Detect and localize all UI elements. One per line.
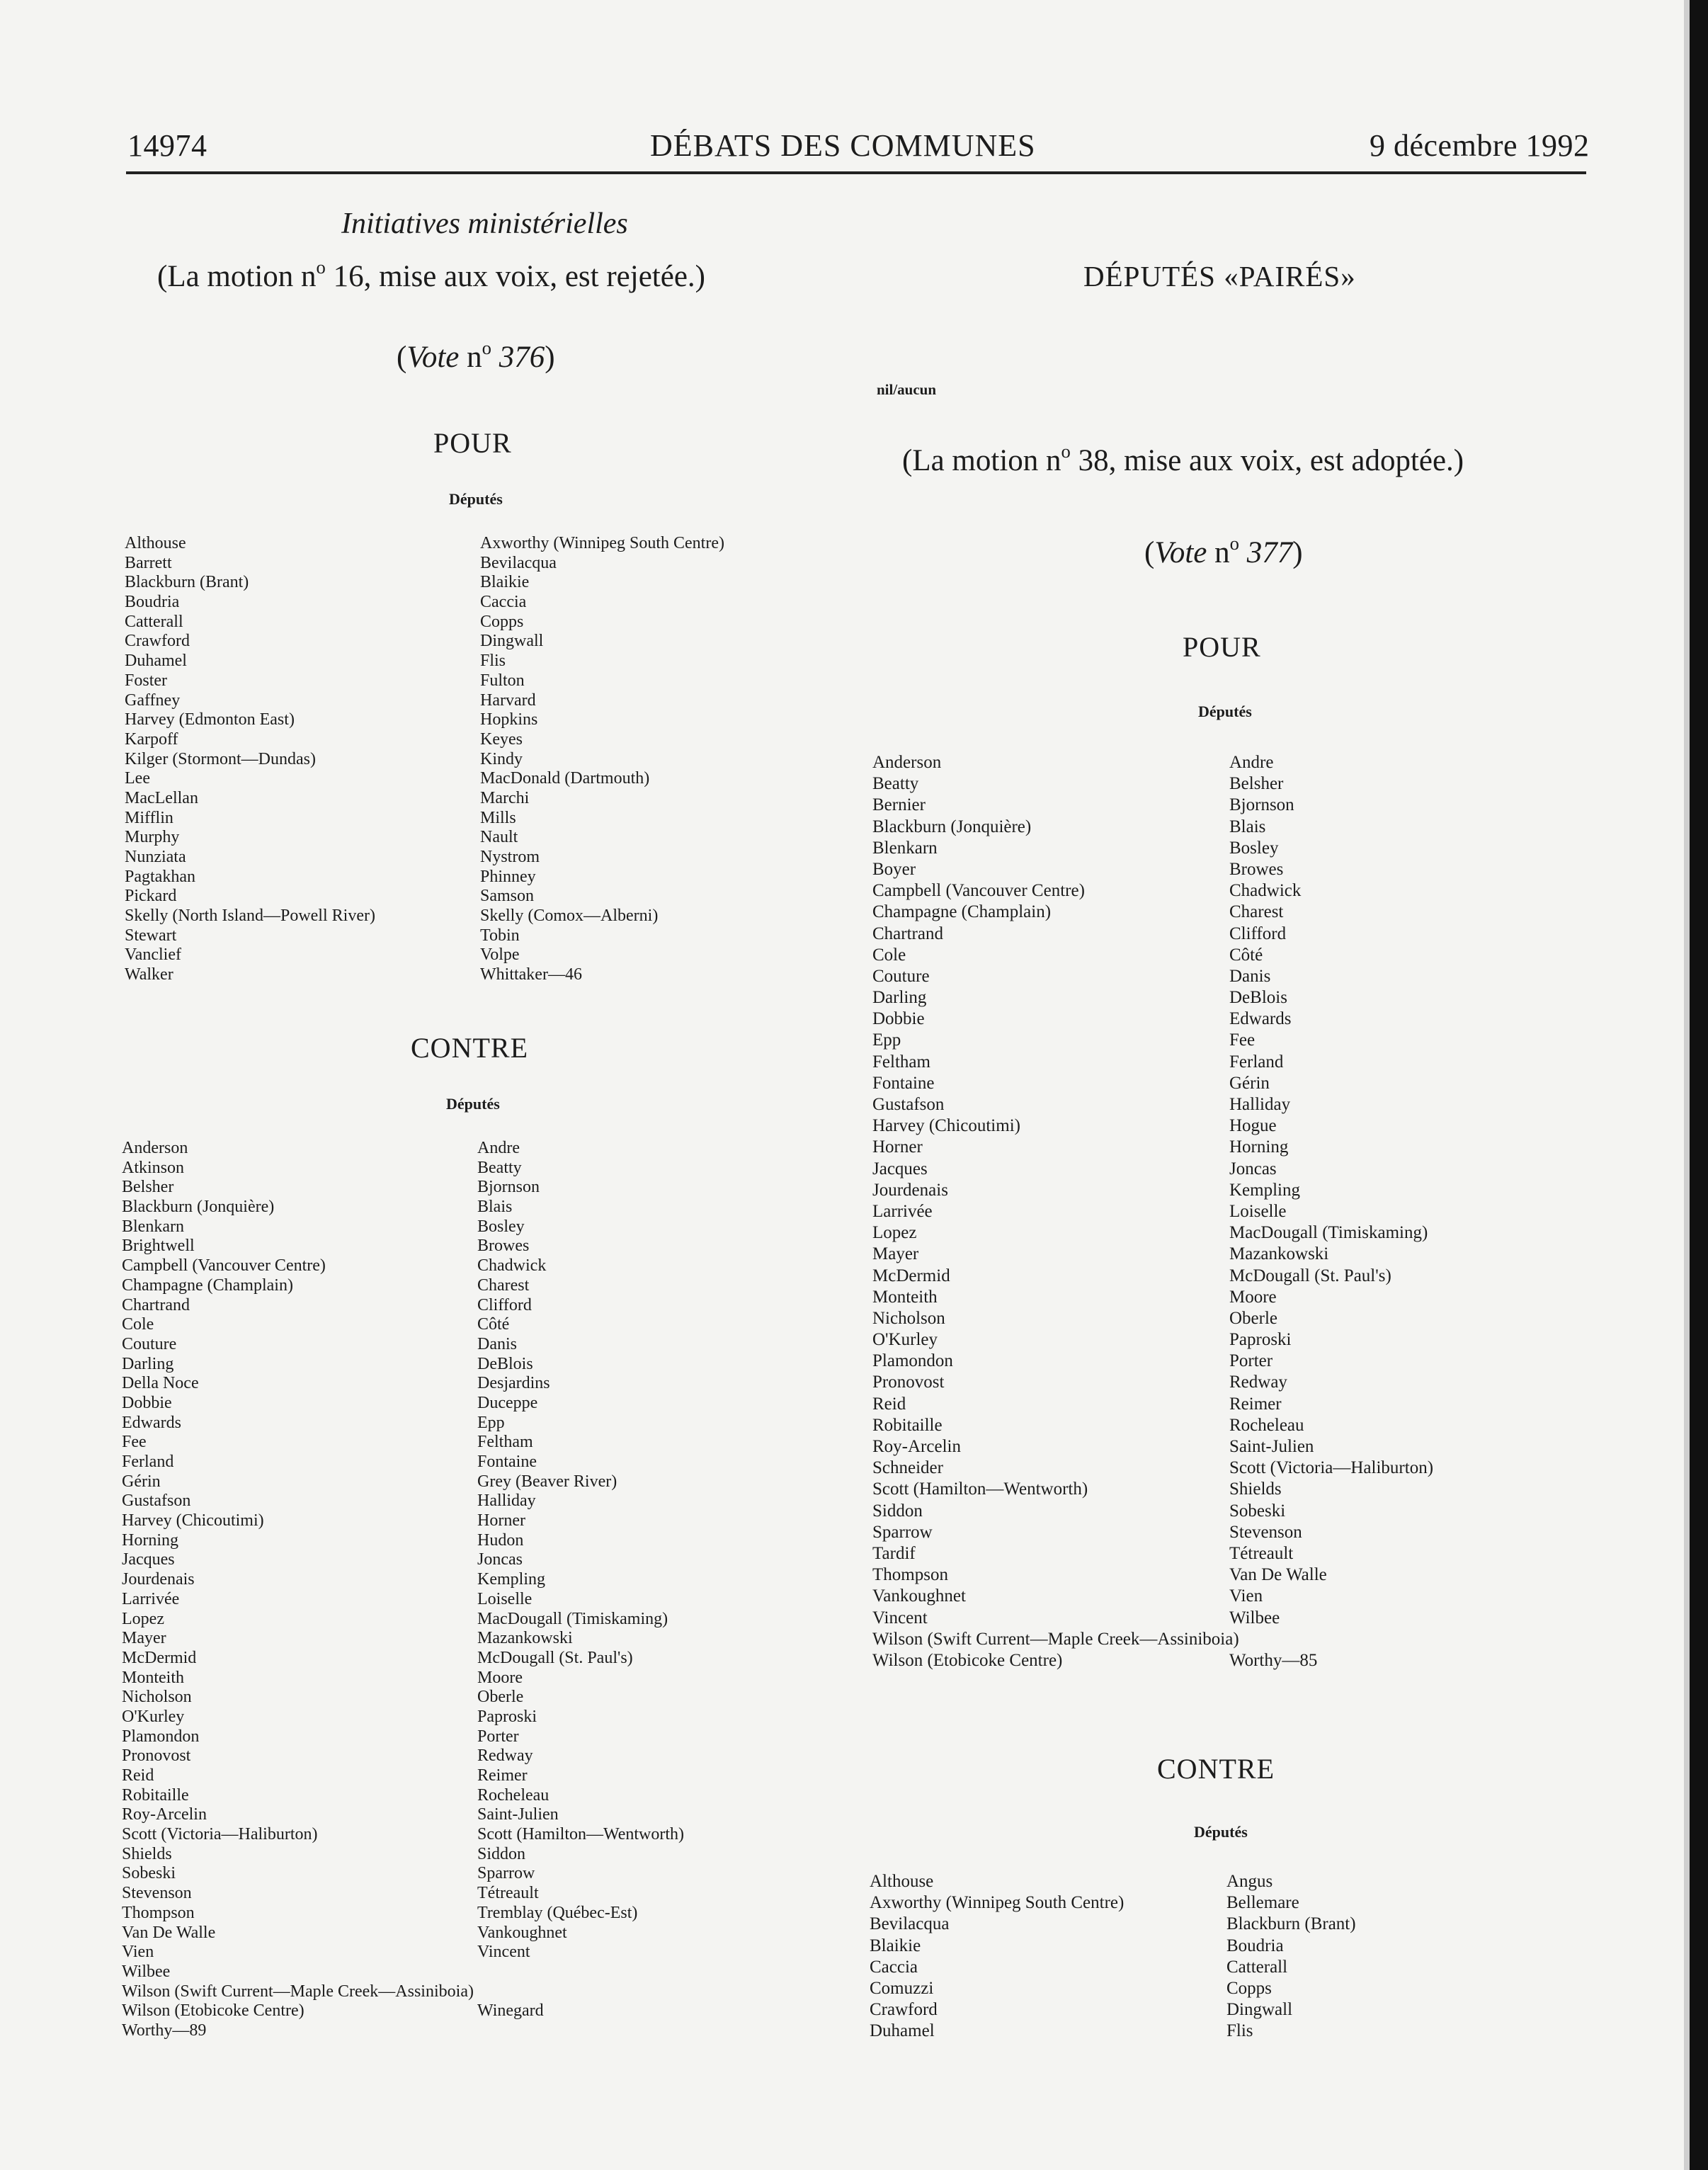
vote-377-contre-list-1: [870, 1871, 1124, 2043]
member-name: Murphy: [125, 828, 180, 847]
member-name: Duceppe: [477, 1393, 538, 1412]
member-name: Copps: [1226, 1978, 1272, 1998]
member-name: Pagtakhan: [125, 867, 195, 886]
member-name: Fee: [1229, 1030, 1256, 1050]
member-name: Jacques: [122, 1550, 175, 1569]
member-name: Wilson (Etobicoke Centre): [122, 2001, 304, 2021]
member-name: Thompson: [122, 1903, 195, 1922]
member-name: Phinney: [480, 867, 536, 886]
member-name: Blenkarn: [872, 838, 938, 858]
member-name: Bjornson: [1229, 795, 1294, 815]
member-name: Reid: [122, 1766, 154, 1785]
member-name: Sobeski: [1229, 1501, 1286, 1521]
vote-377-label: (Vote $n^o$ 377): [1144, 533, 1303, 569]
member-name: Gérin: [122, 1472, 161, 1491]
member-name: Gustafson: [872, 1095, 945, 1114]
member-name: Loiselle: [1229, 1201, 1287, 1221]
member-name: Oberle: [1229, 1308, 1278, 1328]
member-name: Althouse: [125, 534, 186, 552]
member-name: Fontaine: [872, 1073, 935, 1093]
member-name: Tétreault: [477, 1884, 539, 1903]
member-name: Champagne (Champlain): [122, 1276, 293, 1295]
vote-376-contre-list-1: [122, 1139, 474, 2041]
member-name: Mazankowski: [477, 1629, 573, 1648]
member-name: Plamondon: [872, 1351, 953, 1371]
member-name: Charest: [1229, 902, 1284, 922]
member-name: Beatty: [477, 1158, 522, 1177]
member-name: Shields: [122, 1844, 172, 1863]
member-name: Chadwick: [1229, 881, 1302, 901]
member-name: Bosley: [477, 1217, 525, 1236]
member-name: Della Noce: [122, 1374, 199, 1393]
member-name: Worthy—89: [122, 2021, 207, 2040]
member-name: Larrivée: [872, 1201, 933, 1221]
member-name: MacDougall (Timiskaming): [1229, 1223, 1428, 1243]
member-name: Mayer: [122, 1629, 166, 1648]
member-name: Kempling: [1229, 1180, 1300, 1200]
member-name: Mills: [480, 808, 516, 827]
member-name: Duhamel: [870, 2021, 935, 2041]
member-name: O'Kurley: [872, 1330, 938, 1350]
member-name: Shields: [1229, 1479, 1282, 1499]
member-name: Bellemare: [1226, 1893, 1299, 1913]
vote-376-pour-heading: POUR: [433, 427, 512, 459]
member-name: Redway: [477, 1746, 533, 1766]
member-name: Blenkarn: [122, 1217, 184, 1236]
member-name: DeBlois: [1229, 988, 1287, 1008]
member-name: Axworthy (Winnipeg South Centre): [870, 1893, 1125, 1913]
member-name: [477, 1962, 684, 1982]
member-name: Dobbie: [872, 1009, 925, 1029]
member-name: Edwards: [122, 1413, 181, 1432]
member-name: Vincent: [872, 1608, 928, 1628]
member-name: [1229, 1629, 1433, 1650]
member-name: Caccia: [480, 593, 527, 612]
member-name: Epp: [872, 1030, 901, 1050]
member-name: Reid: [872, 1394, 906, 1414]
member-name: Wilson (Etobicoke Centre): [872, 1650, 1063, 1670]
member-name: Vankoughnet: [872, 1586, 966, 1606]
member-name: Browes: [477, 1237, 530, 1256]
member-name: Danis: [477, 1334, 517, 1353]
paired-members-heading: DÉPUTÉS «PAIRÉS»: [1083, 260, 1356, 292]
member-name: Lee: [125, 769, 150, 788]
member-name: Danis: [1229, 966, 1271, 986]
member-name: Vincent: [477, 1943, 530, 1962]
member-name: [477, 2021, 684, 2041]
member-name: Horning: [122, 1530, 178, 1550]
member-name: Pickard: [125, 887, 177, 906]
member-name: Blackburn (Brant): [125, 573, 249, 592]
member-name: Comuzzi: [870, 1978, 934, 1998]
member-name: Scott (Victoria—Haliburton): [1229, 1458, 1434, 1478]
member-name: Marchi: [480, 788, 530, 807]
member-name: Vien: [1229, 1586, 1263, 1606]
member-name: Skelly (North Island—Powell River): [125, 907, 375, 926]
member-name: Bernier: [872, 795, 926, 815]
member-name: Gaffney: [125, 691, 181, 710]
member-name: Nystrom: [480, 848, 540, 866]
page-date: 9 décembre 1992: [1370, 128, 1590, 163]
member-name: Ferland: [122, 1453, 174, 1471]
member-name: Plamondon: [122, 1727, 200, 1746]
member-name: Sparrow: [872, 1522, 933, 1542]
member-name: Larrivée: [122, 1589, 180, 1608]
member-name: Blackburn (Jonquière): [872, 817, 1032, 836]
scan-shadow: [1684, 0, 1690, 2170]
member-name: Couture: [122, 1334, 177, 1353]
member-name: Edwards: [1229, 1009, 1292, 1029]
member-name: Bevilacqua: [870, 1914, 950, 1934]
member-name: Darling: [872, 988, 927, 1008]
member-name: Epp: [477, 1413, 505, 1432]
member-name: Cole: [872, 945, 906, 965]
member-name: Stevenson: [122, 1884, 192, 1903]
member-name: Vankoughnet: [477, 1923, 567, 1942]
member-name: Blaikie: [480, 573, 530, 592]
member-name: Andre: [1229, 753, 1274, 772]
member-name: Sparrow: [477, 1864, 535, 1883]
member-name: Cole: [122, 1315, 154, 1334]
member-name: Halliday: [477, 1492, 536, 1511]
member-name: Monteith: [872, 1287, 938, 1307]
member-name: Gérin: [1229, 1073, 1270, 1093]
member-name: Gustafson: [122, 1492, 191, 1511]
vote-376-pour-subheading: Députés: [449, 490, 503, 508]
member-name: Blais: [1229, 817, 1266, 836]
member-name: DeBlois: [477, 1354, 533, 1373]
member-name: Lopez: [122, 1609, 164, 1628]
member-name: Volpe: [480, 945, 520, 965]
member-name: Feltham: [872, 1052, 930, 1072]
member-name: Schneider: [872, 1458, 943, 1478]
member-name: Robitaille: [872, 1415, 943, 1435]
vote-377-contre-heading: CONTRE: [1157, 1753, 1275, 1785]
member-name: Chartrand: [122, 1295, 190, 1314]
member-name: Saint-Julien: [1229, 1437, 1314, 1456]
member-name: Hudon: [477, 1530, 524, 1550]
member-name: Jourdenais: [872, 1180, 948, 1200]
member-name: Boudria: [1226, 1936, 1284, 1955]
member-name: Thompson: [872, 1565, 948, 1585]
member-name: Ferland: [1229, 1052, 1284, 1072]
member-name: Bevilacqua: [480, 553, 557, 572]
member-name: Reimer: [477, 1766, 528, 1785]
member-name: Van De Walle: [1229, 1565, 1327, 1585]
paired-members-text: nil/aucun: [877, 381, 937, 398]
member-name: Nault: [480, 828, 518, 847]
member-name: Worthy—85: [1229, 1650, 1318, 1670]
member-name: Kindy: [480, 749, 523, 768]
member-name: Fontaine: [477, 1453, 537, 1471]
member-name: Clifford: [477, 1295, 532, 1314]
member-name: Grey (Beaver River): [477, 1472, 617, 1491]
member-name: MacDonald (Dartmouth): [480, 769, 650, 788]
member-name: Mazankowski: [1229, 1244, 1329, 1264]
member-name: Campbell (Vancouver Centre): [122, 1256, 326, 1276]
vote-376-contre-subheading: Députés: [446, 1095, 500, 1113]
member-name: Karpoff: [125, 729, 178, 749]
member-name: Barrett: [125, 553, 172, 572]
member-name: Moore: [1229, 1287, 1277, 1307]
member-name: Côté: [477, 1315, 510, 1334]
member-name: Lopez: [872, 1223, 917, 1243]
member-name: Roy-Arcelin: [872, 1437, 961, 1456]
member-name: Tétreault: [1229, 1543, 1294, 1563]
member-name: Vanclief: [125, 945, 181, 965]
member-name: Pronovost: [872, 1373, 945, 1392]
member-name: Dobbie: [122, 1393, 172, 1412]
member-name: Caccia: [870, 1957, 918, 1977]
member-name: Bosley: [1229, 838, 1279, 858]
member-name: Hopkins: [480, 710, 538, 729]
member-name: Fee: [122, 1433, 147, 1452]
member-name: Couture: [872, 966, 930, 986]
member-name: Blaikie: [870, 1936, 921, 1955]
member-name: Harvard: [480, 691, 536, 710]
member-name: Kempling: [477, 1570, 545, 1589]
member-name: McDougall (St. Paul's): [477, 1648, 633, 1667]
member-name: Wilson (Swift Current—Maple Creek—Assiniboia): [872, 1629, 1239, 1649]
member-name: Blais: [477, 1198, 513, 1217]
member-name: Kilger (Stormont—Dundas): [125, 749, 316, 768]
member-name: Fulton: [480, 671, 525, 690]
member-name: Angus: [1226, 1872, 1273, 1891]
member-name: Chadwick: [477, 1256, 547, 1276]
member-name: Joncas: [477, 1550, 523, 1569]
motion-16-result: (La motion $n^o$ 16, mise aux voix, est rejetée.): [157, 256, 705, 293]
member-name: Côté: [1229, 945, 1263, 965]
member-name: Clifford: [1229, 924, 1287, 943]
page-number: 14974: [127, 128, 207, 163]
vote-377-pour-subheading: Députés: [1198, 703, 1252, 720]
member-name: Monteith: [122, 1668, 184, 1687]
member-name: Paproski: [477, 1707, 537, 1726]
member-name: Belsher: [1229, 774, 1284, 794]
member-name: Scott (Victoria—Haliburton): [122, 1825, 318, 1844]
member-name: Flis: [1226, 2021, 1253, 2041]
vote-377-pour-heading: POUR: [1183, 631, 1261, 663]
member-name: Roy-Arcelin: [122, 1805, 207, 1824]
member-name: Brightwell: [122, 1237, 195, 1256]
member-name: Hogue: [1229, 1116, 1277, 1136]
member-name: Whittaker—46: [480, 965, 582, 984]
vote-376-pour-list-1: [125, 534, 375, 985]
member-name: Saint-Julien: [477, 1805, 559, 1824]
member-name: Axworthy (Winnipeg South Centre): [480, 534, 724, 552]
member-name: [477, 1982, 684, 2002]
scan-border: [1690, 0, 1708, 2170]
member-name: Nunziata: [125, 848, 186, 866]
member-name: Robitaille: [122, 1785, 189, 1805]
member-name: Tardif: [872, 1543, 916, 1563]
member-name: Joncas: [1229, 1159, 1277, 1178]
member-name: Nicholson: [872, 1308, 945, 1328]
member-name: Foster: [125, 671, 167, 690]
member-name: Siddon: [477, 1844, 526, 1863]
member-name: Harvey (Chicoutimi): [122, 1511, 264, 1530]
vote-377-contre-list-2: [1226, 1871, 1356, 2043]
member-name: Samson: [480, 887, 535, 906]
member-name: Flis: [480, 652, 506, 671]
member-name: Andre: [477, 1139, 520, 1157]
member-name: Wilson (Swift Current—Maple Creek—Assiniboia): [122, 1982, 474, 2001]
member-name: Blackburn (Brant): [1226, 1914, 1356, 1934]
member-name: Althouse: [870, 1872, 934, 1891]
member-name: Champagne (Champlain): [872, 902, 1052, 922]
member-name: McDermid: [872, 1266, 950, 1285]
member-name: Rocheleau: [477, 1785, 550, 1805]
vote-376-contre-heading: CONTRE: [411, 1032, 528, 1064]
member-name: Paproski: [1229, 1330, 1292, 1350]
member-name: Vien: [122, 1943, 154, 1962]
member-name: Copps: [480, 612, 524, 631]
member-name: Horner: [872, 1137, 923, 1157]
member-name: Dingwall: [1226, 2000, 1293, 2020]
member-name: Mayer: [872, 1244, 919, 1264]
member-name: Browes: [1229, 859, 1284, 879]
member-name: Wilbee: [122, 1962, 171, 1981]
header-rule: [126, 171, 1586, 174]
member-name: Rocheleau: [1229, 1415, 1304, 1435]
member-name: Winegard: [477, 2001, 544, 2021]
section-title: Initiatives ministérielles: [341, 208, 628, 240]
member-name: Van De Walle: [122, 1923, 216, 1942]
vote-377-contre-subheading: Députés: [1194, 1823, 1248, 1841]
member-name: Halliday: [1229, 1095, 1291, 1114]
member-name: Walker: [125, 965, 173, 984]
member-name: Atkinson: [122, 1158, 185, 1177]
motion-38-result: (La motion $n^o$ 38, mise aux voix, est adoptée.): [902, 441, 1464, 477]
member-name: McDermid: [122, 1648, 197, 1667]
member-name: Moore: [477, 1668, 523, 1687]
member-name: Stevenson: [1229, 1522, 1302, 1542]
member-name: Scott (Hamilton—Wentworth): [477, 1825, 685, 1844]
member-name: Harvey (Edmonton East): [125, 710, 295, 729]
member-name: Harvey (Chicoutimi): [872, 1116, 1020, 1136]
member-name: Loiselle: [477, 1589, 533, 1608]
member-name: Nicholson: [122, 1688, 192, 1707]
member-name: Stewart: [125, 926, 177, 945]
member-name: MacLellan: [125, 788, 198, 807]
member-name: Reimer: [1229, 1394, 1282, 1414]
member-name: Mifflin: [125, 808, 173, 827]
member-name: Horner: [477, 1511, 525, 1530]
member-name: Crawford: [125, 632, 190, 651]
member-name: Wilbee: [1229, 1608, 1280, 1628]
member-name: Keyes: [480, 729, 523, 749]
member-name: Chartrand: [872, 924, 943, 943]
vote-376-contre-list-2: [477, 1139, 684, 2041]
member-name: Darling: [122, 1354, 174, 1373]
member-name: Tremblay (Québec-Est): [477, 1903, 638, 1922]
vote-376-pour-list-2: [480, 534, 724, 985]
page-title: DÉBATS DES COMMUNES: [650, 128, 1036, 163]
vote-376-label: (Vote $n^o$ 376): [397, 337, 555, 374]
member-name: Boudria: [125, 593, 180, 612]
member-name: Skelly (Comox—Alberni): [480, 907, 659, 926]
member-name: Scott (Hamilton—Wentworth): [872, 1479, 1088, 1499]
member-name: Charest: [477, 1276, 530, 1295]
member-name: Jacques: [872, 1159, 928, 1178]
member-name: Sobeski: [122, 1864, 176, 1883]
member-name: Tobin: [480, 926, 520, 945]
member-name: Catterall: [1226, 1957, 1288, 1977]
member-name: Porter: [477, 1727, 519, 1746]
member-name: Desjardins: [477, 1374, 550, 1393]
member-name: Feltham: [477, 1433, 533, 1452]
member-name: Redway: [1229, 1373, 1287, 1392]
member-name: Dingwall: [480, 632, 544, 651]
member-name: Jourdenais: [122, 1570, 195, 1589]
member-name: Boyer: [872, 859, 916, 879]
member-name: Anderson: [872, 753, 942, 772]
vote-377-pour-list-1: [872, 752, 1239, 1671]
member-name: Catterall: [125, 612, 183, 631]
member-name: Campbell (Vancouver Centre): [872, 881, 1085, 901]
member-name: Belsher: [122, 1178, 174, 1197]
member-name: Anderson: [122, 1139, 188, 1157]
vote-377-pour-list-2: [1229, 752, 1433, 1671]
member-name: Duhamel: [125, 652, 187, 671]
member-name: Siddon: [872, 1501, 923, 1521]
member-name: O'Kurley: [122, 1707, 185, 1726]
member-name: Oberle: [477, 1688, 524, 1707]
member-name: McDougall (St. Paul's): [1229, 1266, 1391, 1285]
member-name: Porter: [1229, 1351, 1273, 1371]
member-name: MacDougall (Timiskaming): [477, 1609, 668, 1628]
member-name: Pronovost: [122, 1746, 191, 1766]
member-name: Crawford: [870, 2000, 938, 2020]
member-name: Blackburn (Jonquière): [122, 1198, 275, 1217]
member-name: Bjornson: [477, 1178, 540, 1197]
member-name: Beatty: [872, 774, 919, 794]
member-name: Horning: [1229, 1137, 1289, 1157]
